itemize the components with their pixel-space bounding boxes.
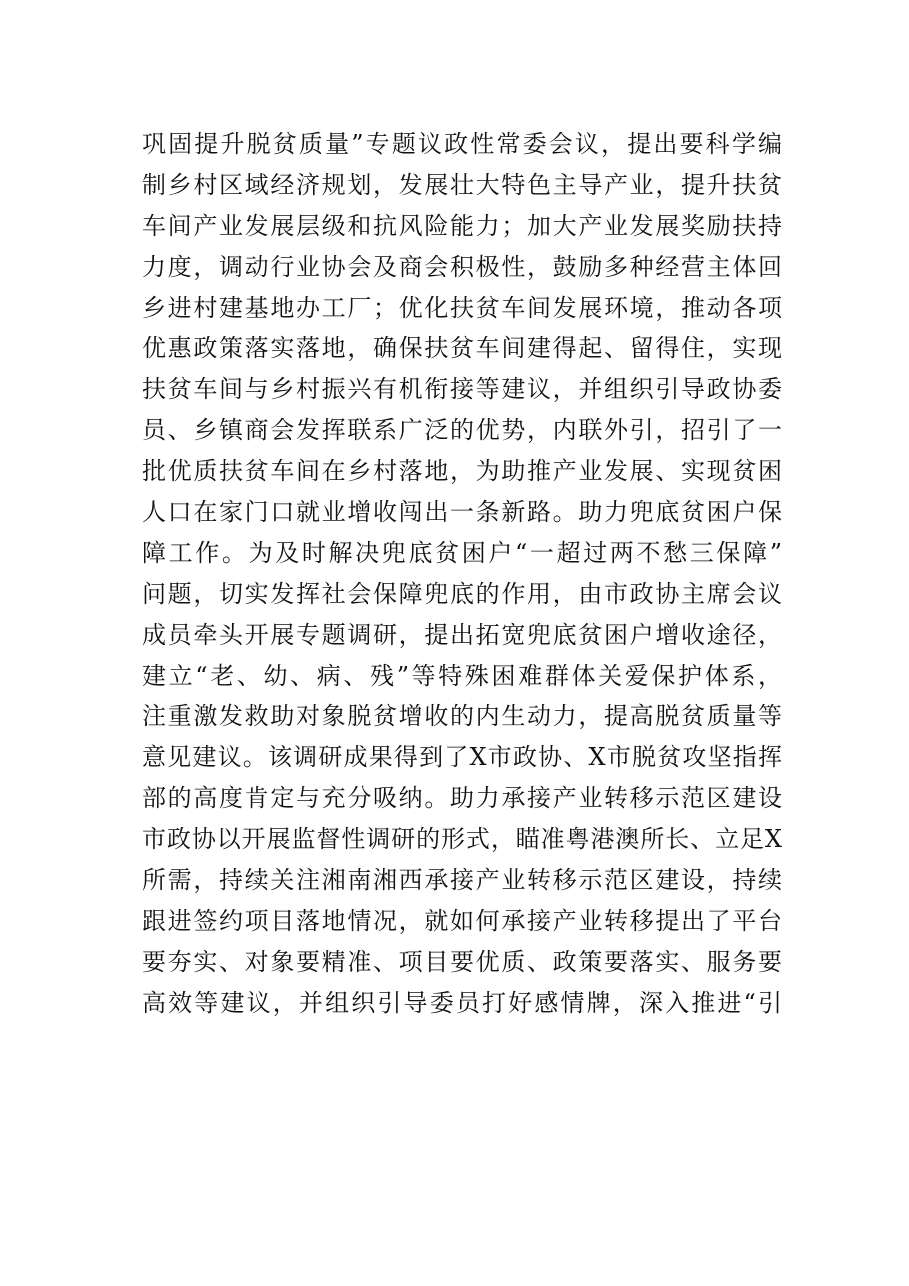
text-line: 市政协以开展监督性调研的形式，瞄准粤港澳所长、立足X <box>142 825 782 854</box>
text-line: 注重激发救助对象脱贫增收的内生动力，提高脱贫质量等 <box>142 702 782 731</box>
text-line: 批优质扶贫车间在乡村落地，为助推产业发展、实现贫困 <box>142 457 782 486</box>
text-line: 制乡村区域经济规划，发展壮大特色主导产业，提升扶贫 <box>142 170 782 199</box>
text-line: 所需，持续关注湘南湘西承接产业转移示范区建设，持续 <box>142 866 782 895</box>
text-line: 问题，切实发挥社会保障兜底的作用，由市政协主席会议 <box>142 579 782 608</box>
text-line: 优惠政策落实落地，确保扶贫车间建得起、留得住，实现 <box>142 334 782 363</box>
text-line: 跟进签约项目落地情况，就如何承接产业转移提出了平台 <box>142 906 782 935</box>
text-line: 意见建议。该调研成果得到了X市政协、X市脱贫攻坚指挥 <box>142 743 782 772</box>
body-paragraph <box>142 124 782 1024</box>
text-line: 乡进村建基地办工厂；优化扶贫车间发展环境，推动各项 <box>142 293 782 322</box>
text-line: 扶贫车间与乡村振兴有机衔接等建议，并组织引导政协委 <box>142 375 782 404</box>
text-line: 建立“老、幼、病、残”等特殊困难群体关爱保护体系， <box>142 661 782 690</box>
text-line: 车间产业发展层级和抗风险能力；加大产业发展奖励扶持 <box>142 211 782 240</box>
text-line: 部的高度肯定与充分吸纳。助力承接产业转移示范区建设 <box>142 784 782 813</box>
text-line: 员、乡镇商会发挥联系广泛的优势，内联外引，招引了一 <box>142 416 782 445</box>
text-line: 人口在家门口就业增收闯出一条新路。助力兜底贫困户保 <box>142 498 782 527</box>
text-line: 高效等建议，并组织引导委员打好感情牌，深入推进“引 <box>142 988 782 1017</box>
text-line: 巩固提升脱贫质量”专题议政性常委会议，提出要科学编 <box>142 130 782 158</box>
text-line: 成员牵头开展专题调研，提出拓宽兜底贫困户增收途径， <box>142 620 782 649</box>
text-line: 要夯实、对象要精准、项目要优质、政策要落实、服务要 <box>142 947 782 976</box>
text-line: 力度，调动行业协会及商会积极性，鼓励多种经营主体回 <box>142 252 782 281</box>
text-line: 障工作。为及时解决兜底贫困户“一超过两不愁三保障” <box>142 538 782 567</box>
